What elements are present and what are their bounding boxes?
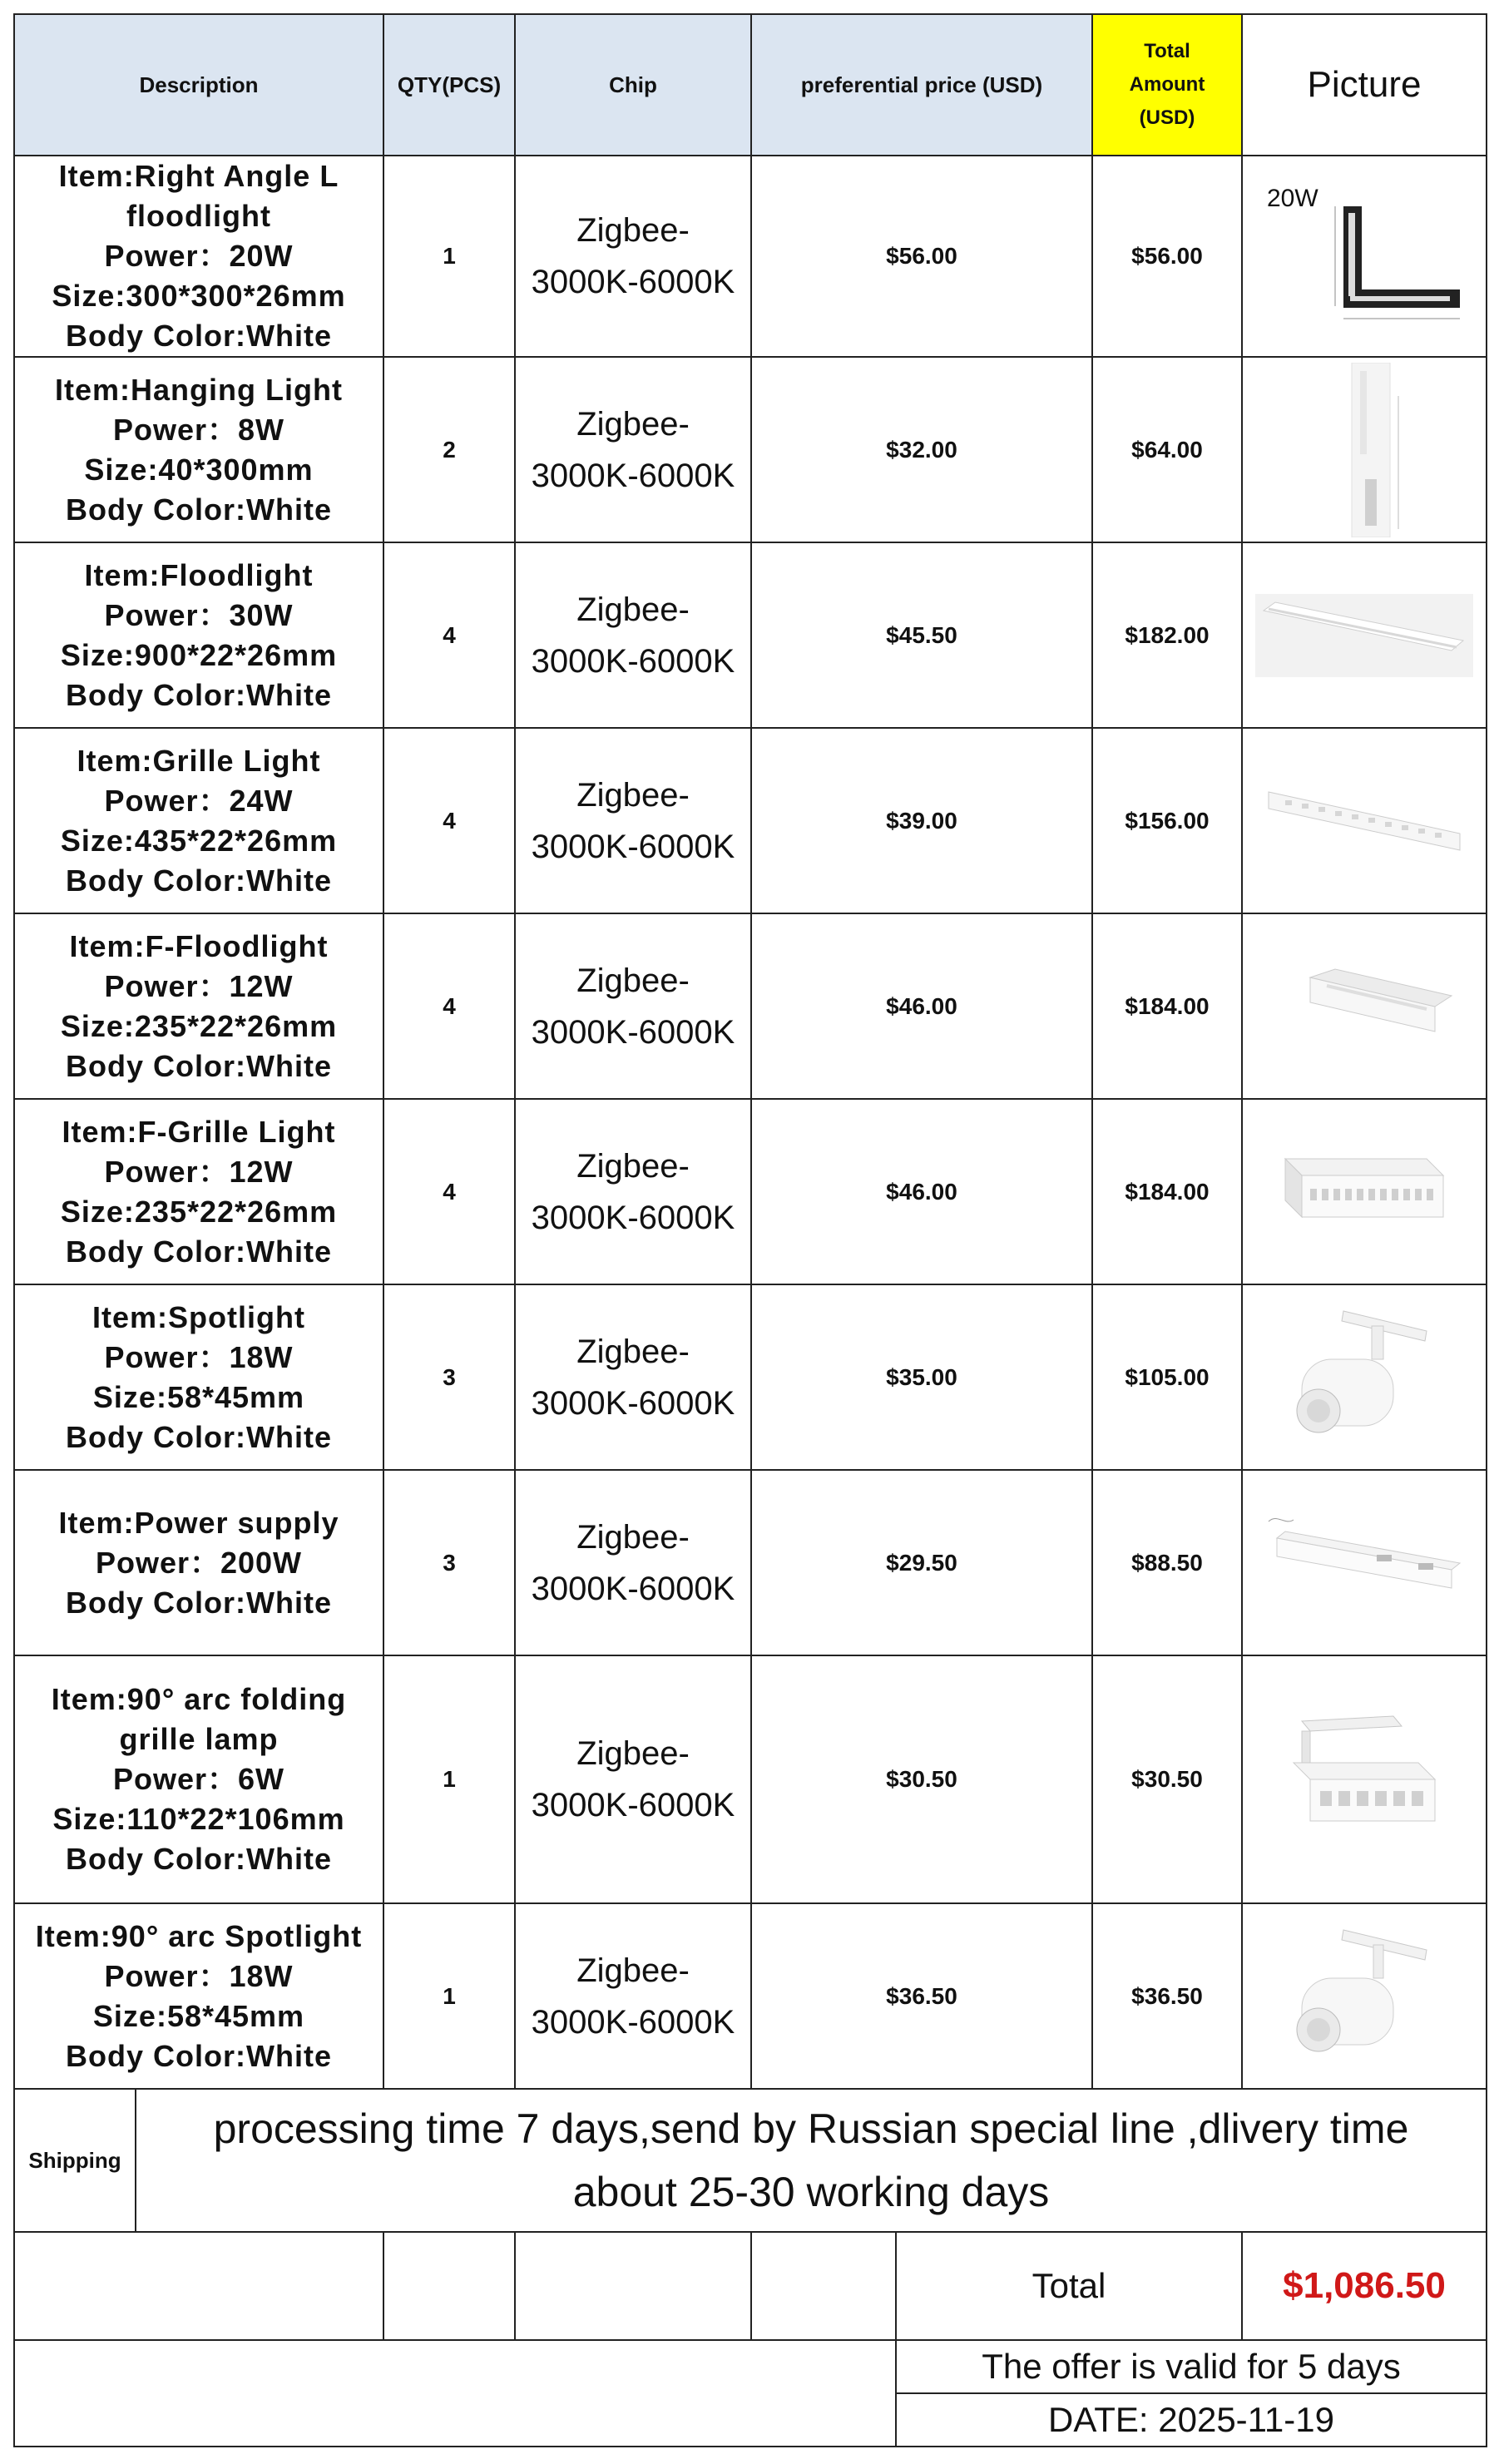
item-chip <box>515 357 751 542</box>
floodlight-bar-icon <box>1252 586 1477 685</box>
desc-line: Power：18W <box>104 1958 294 1993</box>
item-picture <box>1242 913 1487 1099</box>
empty-cell <box>14 2233 383 2340</box>
item-qty: 1 <box>383 1903 515 2089</box>
desc-line: Item:Right Angle L <box>58 159 339 193</box>
chip-line: 3000K-6000K <box>531 1199 735 1236</box>
item-price: $39.00 <box>751 728 1092 913</box>
table-row <box>14 913 1487 1099</box>
item-description <box>14 1284 383 1470</box>
item-description <box>14 156 383 357</box>
f-floodlight-icon <box>1252 944 1477 1069</box>
item-price: $29.50 <box>751 1470 1092 1655</box>
item-qty: 4 <box>383 1099 515 1284</box>
item-picture <box>1242 1284 1487 1470</box>
offer-date: DATE: 2025-11-19 <box>896 2393 1487 2447</box>
desc-line: Power：12W <box>104 968 294 1003</box>
empty-cell <box>14 2340 896 2393</box>
shipping-row <box>14 2090 1487 2232</box>
item-description <box>14 1655 383 1903</box>
power-supply-icon <box>1252 1505 1477 1621</box>
desc-line: Size:110*22*106mm <box>52 1802 345 1836</box>
desc-line: Body Color:White <box>66 1419 332 1454</box>
item-description <box>14 728 383 913</box>
desc-line: Body Color:White <box>66 1842 332 1876</box>
hanging-light-icon <box>1252 363 1477 537</box>
item-amount: $36.50 <box>1092 1903 1242 2089</box>
item-price: $36.50 <box>751 1903 1092 2089</box>
desc-line: Size:900*22*26mm <box>60 637 338 672</box>
desc-line: Power：24W <box>104 783 294 818</box>
item-price: $30.50 <box>751 1655 1092 1903</box>
table-row <box>14 728 1487 913</box>
empty-cell <box>14 2393 896 2447</box>
desc-line: Size:58*45mm <box>92 1998 305 2033</box>
desc-line: Item:Floodlight <box>84 557 314 592</box>
item-qty: 4 <box>383 542 515 728</box>
desc-line: Item:Hanging Light <box>55 372 343 407</box>
shipping-line: about 25-30 working days <box>572 2169 1050 2215</box>
item-description <box>14 913 383 1099</box>
desc-line: Item:90° arc folding <box>51 1682 347 1716</box>
desc-line: Item:Grille Light <box>77 743 321 778</box>
quotation-table <box>13 13 1487 2090</box>
picture-label: 20W <box>1267 185 1318 212</box>
desc-line: Item:F-Floodlight <box>69 928 329 963</box>
item-picture <box>1242 1655 1487 1903</box>
valid-row <box>14 2340 1487 2393</box>
item-description <box>14 1903 383 2089</box>
item-chip <box>515 1655 751 1903</box>
desc-line: Size:300*300*26mm <box>52 279 346 313</box>
chip-line: Zigbee- <box>576 1735 690 1772</box>
desc-line: Power：8W <box>112 412 285 447</box>
item-price: $45.50 <box>751 542 1092 728</box>
table-row <box>14 1903 1487 2089</box>
item-price: $46.00 <box>751 1099 1092 1284</box>
date-row <box>14 2393 1487 2447</box>
item-amount: $64.00 <box>1092 357 1242 542</box>
item-description <box>14 357 383 542</box>
item-qty: 2 <box>383 357 515 542</box>
item-chip <box>515 1284 751 1470</box>
chip-line: Zigbee- <box>576 1147 690 1185</box>
chip-line: Zigbee- <box>576 591 690 628</box>
item-picture <box>1242 1903 1487 2089</box>
f-grille-light-icon <box>1252 1126 1477 1259</box>
desc-line: Item:F-Grille Light <box>62 1114 336 1149</box>
chip-line: Zigbee- <box>576 405 690 443</box>
chip-line: 3000K-6000K <box>531 642 735 680</box>
total-row <box>14 2233 1487 2340</box>
chip-line: 3000K-6000K <box>531 1787 735 1823</box>
header-total-amount <box>1092 14 1242 156</box>
item-picture <box>1242 1470 1487 1655</box>
arc-folding-grille-icon <box>1252 1696 1477 1863</box>
total-label: Total <box>896 2233 1242 2340</box>
chip-line: 3000K-6000K <box>531 828 735 865</box>
chip-line: 3000K-6000K <box>531 1384 735 1422</box>
right-angle-floodlight-icon <box>1252 173 1477 339</box>
chip-line: Zigbee- <box>576 1952 690 1989</box>
item-description <box>14 542 383 728</box>
shipping-line: processing time 7 days,send by Russian special line ,dlivery time <box>213 2105 1409 2152</box>
item-picture <box>1242 728 1487 913</box>
desc-line: Size:435*22*26mm <box>60 823 338 858</box>
header-qty: QTY(PCS) <box>383 14 515 156</box>
desc-line: Power：18W <box>104 1339 294 1374</box>
desc-line: Size:40*300mm <box>84 452 314 487</box>
item-qty: 4 <box>383 728 515 913</box>
desc-line: grille lamp <box>119 1722 279 1756</box>
quotation-sheet <box>13 13 1486 2447</box>
item-picture <box>1242 156 1487 357</box>
item-chip <box>515 1099 751 1284</box>
chip-line: 3000K-6000K <box>531 1013 735 1051</box>
desc-line: Body Color:White <box>66 863 332 898</box>
table-row <box>14 156 1487 357</box>
item-price: $35.00 <box>751 1284 1092 1470</box>
header-row <box>14 14 1487 156</box>
grille-light-icon <box>1252 767 1477 875</box>
item-chip <box>515 913 751 1099</box>
desc-line: Size:235*22*26mm <box>60 1008 338 1043</box>
item-picture <box>1242 357 1487 542</box>
item-description <box>14 1470 383 1655</box>
desc-line: Body Color:White <box>66 1048 332 1083</box>
shipping-text <box>136 2090 1487 2232</box>
item-price: $56.00 <box>751 156 1092 357</box>
desc-line: Size:58*45mm <box>92 1379 305 1414</box>
desc-line: Body Color:White <box>66 2038 332 2073</box>
item-price: $32.00 <box>751 357 1092 542</box>
table-row <box>14 1470 1487 1655</box>
item-chip <box>515 1903 751 2089</box>
desc-line: Power：200W <box>95 1545 303 1580</box>
header-total-line2: Amount <box>1129 73 1205 96</box>
desc-line: Item:Spotlight <box>92 1299 305 1334</box>
header-total-line3: (USD) <box>1139 106 1195 129</box>
empty-cell <box>515 2233 751 2340</box>
item-chip <box>515 728 751 913</box>
summary-table <box>13 2233 1487 2447</box>
item-price: $46.00 <box>751 913 1092 1099</box>
arc-spotlight-icon <box>1252 1913 1477 2080</box>
item-qty: 3 <box>383 1470 515 1655</box>
item-qty: 3 <box>383 1284 515 1470</box>
item-description <box>14 1099 383 1284</box>
header-price: preferential price (USD) <box>751 14 1092 156</box>
item-amount: $88.50 <box>1092 1470 1242 1655</box>
desc-line: floodlight <box>126 199 271 233</box>
desc-line: Item:Power supply <box>58 1505 339 1540</box>
desc-line: Body Color:White <box>66 319 332 353</box>
desc-line: Size:235*22*26mm <box>60 1194 338 1229</box>
chip-line: 3000K-6000K <box>531 2003 735 2041</box>
chip-line: Zigbee- <box>576 1333 690 1370</box>
chip-line: Zigbee- <box>576 1518 690 1556</box>
item-amount: $184.00 <box>1092 913 1242 1099</box>
item-qty: 1 <box>383 156 515 357</box>
desc-line: Body Color:White <box>66 1234 332 1269</box>
chip-line: 3000K-6000K <box>531 264 735 300</box>
item-amount: $184.00 <box>1092 1099 1242 1284</box>
total-value: $1,086.50 <box>1242 2233 1487 2340</box>
item-chip <box>515 1470 751 1655</box>
spotlight-icon <box>1252 1294 1477 1461</box>
desc-line: Body Color:White <box>66 677 332 712</box>
item-amount: $105.00 <box>1092 1284 1242 1470</box>
chip-line: Zigbee- <box>576 776 690 814</box>
item-amount: $30.50 <box>1092 1655 1242 1903</box>
chip-line: 3000K-6000K <box>531 1570 735 1607</box>
item-picture <box>1242 1099 1487 1284</box>
shipping-label: Shipping <box>14 2090 136 2232</box>
desc-line: Power：6W <box>112 1762 285 1796</box>
desc-line: Item:90° arc Spotlight <box>35 1918 363 1953</box>
desc-line: Power：30W <box>104 597 294 632</box>
header-total-line1: Total <box>1144 40 1190 62</box>
table-row <box>14 1099 1487 1284</box>
item-amount: $182.00 <box>1092 542 1242 728</box>
item-picture <box>1242 542 1487 728</box>
desc-line: Power：12W <box>104 1154 294 1189</box>
item-qty: 4 <box>383 913 515 1099</box>
desc-line: Power：20W <box>104 239 294 273</box>
header-description: Description <box>14 14 383 156</box>
table-row <box>14 1655 1487 1903</box>
chip-line: Zigbee- <box>576 212 690 249</box>
table-row <box>14 542 1487 728</box>
header-chip: Chip <box>515 14 751 156</box>
empty-cell <box>383 2233 515 2340</box>
item-amount: $156.00 <box>1092 728 1242 913</box>
item-chip <box>515 542 751 728</box>
shipping-table <box>13 2090 1487 2233</box>
desc-line: Body Color:White <box>66 492 332 527</box>
header-picture: Picture <box>1242 14 1487 156</box>
empty-cell <box>751 2233 896 2340</box>
item-qty: 1 <box>383 1655 515 1903</box>
item-chip <box>515 156 751 357</box>
table-row <box>14 357 1487 542</box>
offer-validity: The offer is valid for 5 days <box>896 2340 1487 2393</box>
item-amount: $56.00 <box>1092 156 1242 357</box>
table-row <box>14 1284 1487 1470</box>
chip-line: Zigbee- <box>576 962 690 999</box>
chip-line: 3000K-6000K <box>531 457 735 494</box>
desc-line: Body Color:White <box>66 1585 332 1620</box>
